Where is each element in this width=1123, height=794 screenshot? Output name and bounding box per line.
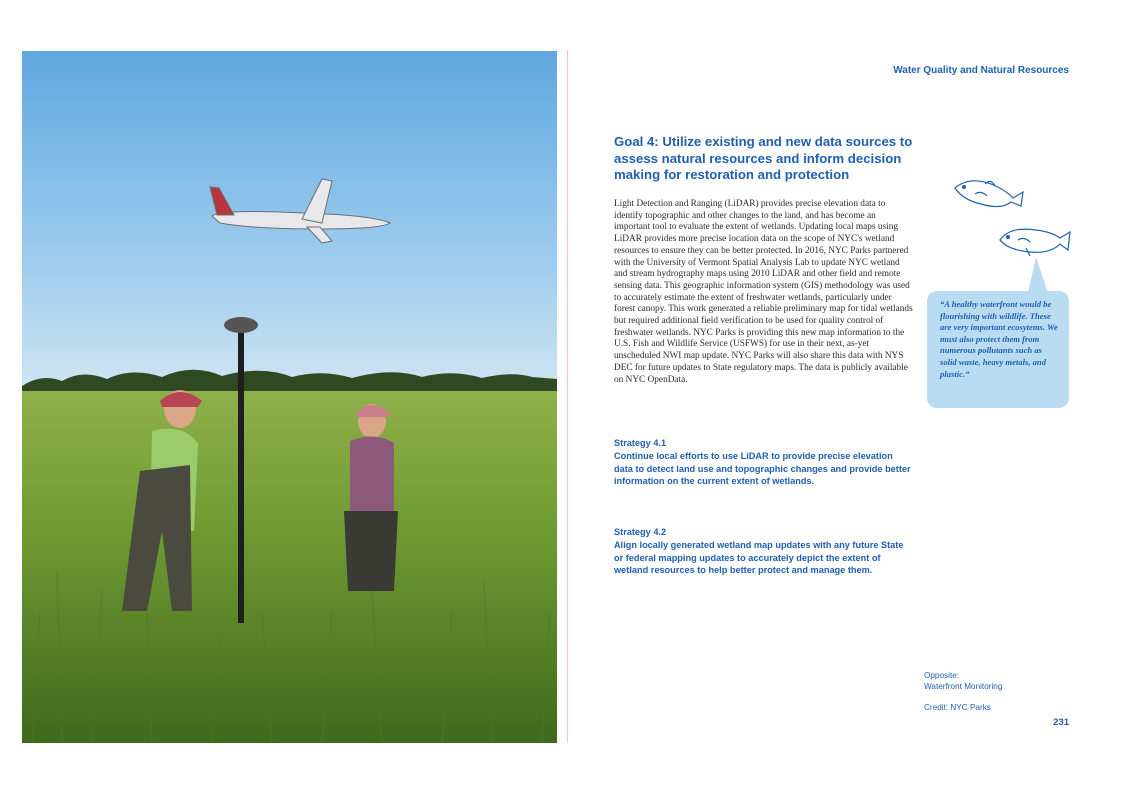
strategy-label: Strategy 4.2	[614, 527, 667, 537]
caption-label: Opposite:	[924, 671, 960, 680]
section-running-head: Water Quality and Natural Resources	[893, 65, 1069, 76]
strategy-text: Continue local efforts to use LiDAR to provide precise elevation data to detect land use and topographic changes and provide better information on the current extent of wetlands.	[614, 450, 911, 487]
strategy-label: Strategy 4.1	[614, 438, 667, 448]
waterfront-monitoring-photo	[22, 51, 557, 743]
quote-text: “A healthy waterfront would be flourishing with wildlife. These are very important ecosytems. We must also protect them from numerous pollutants such as solid waste, heavy metals, and plastic.”	[940, 299, 1058, 379]
goal-heading: Goal 4: Utilize existing and new data sources to assess natural resources and inform decision making for restoration and protection	[614, 134, 913, 182]
speech-bubble-tail	[1028, 257, 1048, 293]
fish-icon	[951, 174, 1027, 214]
caption-title: Waterfront Monitoring	[924, 681, 1003, 691]
quote-bubble	[927, 291, 1069, 408]
page-gutter-divider	[567, 50, 568, 743]
page-number: 231	[1053, 717, 1069, 728]
photo-credit: Credit: NYC Parks	[924, 703, 991, 712]
fish-icon	[996, 222, 1074, 258]
strategy-4-1	[614, 437, 914, 488]
strategy-4-2	[614, 526, 914, 577]
photo-caption	[924, 671, 1002, 692]
body-paragraph: Light Detection and Ranging (LiDAR) provides precise elevation data to identify topographic and other changes to the land, and has become an important tool to evaluate the extent of wetlands. Updating local maps using LiDAR provides more precise location data on the scope of NYC's wetland resources to ensure they can be better protected. In 2016, NYC Parks partnered with the University of Vermont Spatial Analysis Lab to update NYC wetland and stream hydrography maps using 2010 LiDAR and other field and remote sensing data. This geographic information system (GIS) methodology was used to accurately estimate the extent of freshwater wetlands, particularly under forest canopy. This work generated a reliable preliminary map for tidal wetlands but required additional field verification to be used for quality control of freshwater wetlands. NYC Parks is providing this new map information to the U.S. Fish and Wildlife Service (USFWS) for use in their next, as-yet unscheduled NWI map update. NYC Parks will also share this data with NYS DEC for future updates to State regulatory maps. The data is publicly available on NYC OpenData.	[614, 199, 913, 385]
strategy-text: Align locally generated wetland map updates with any future State or federal mapping updates to accurately depict the extent of wetland resources to help better protect and manage them.	[614, 539, 904, 576]
